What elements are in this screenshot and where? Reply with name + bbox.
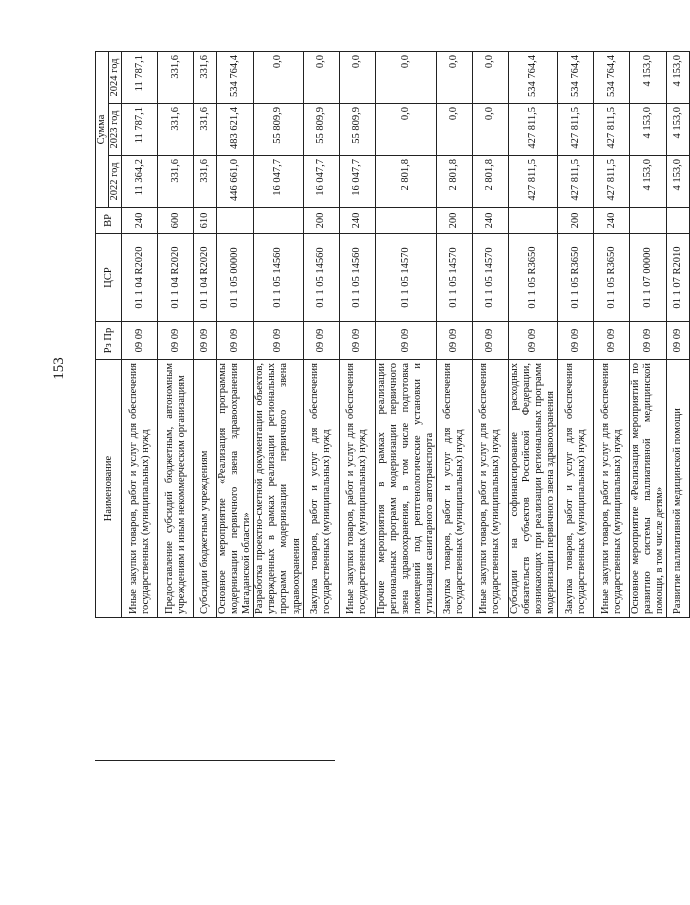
table-rotator	[95, 52, 684, 618]
row-rz-pr: 09 09	[667, 322, 690, 360]
row-csr: 01 1 04 R2020	[194, 234, 217, 322]
row-2022: 2 801,8	[436, 156, 472, 208]
row-2022: 446 661,0	[217, 156, 254, 208]
row-2022: 427 811,5	[594, 156, 630, 208]
row-2022: 2 801,8	[375, 156, 436, 208]
row-vr	[508, 208, 557, 234]
row-2024: 0,0	[472, 51, 508, 103]
row-csr: 01 1 05 14570	[436, 234, 472, 322]
table-row	[436, 51, 472, 617]
row-2023: 427 811,5	[508, 104, 557, 156]
budget-table	[95, 51, 690, 618]
row-2023: 4 153,0	[630, 104, 667, 156]
table-row	[303, 51, 339, 617]
row-2023: 0,0	[472, 104, 508, 156]
header-csr: ЦСР	[96, 234, 122, 322]
row-vr	[630, 208, 667, 234]
row-vr: 240	[122, 208, 158, 234]
row-2022: 16 047,7	[339, 156, 375, 208]
row-name: Иные закупки товаров, работ и услуг для обеспечения государственных (муниципальных) нужд	[122, 360, 158, 618]
row-2023: 427 811,5	[594, 104, 630, 156]
row-2022: 427 811,5	[508, 156, 557, 208]
row-name: Прочие мероприятия в рамках реализации региональных программ модернизации первичного звена здравоохранения, в том числе подготовка помещений под рентгенологические установки и утилизация санитарного автотранспорта	[375, 360, 436, 618]
row-rz-pr: 09 09	[472, 322, 508, 360]
header-rz-pr: Рз Пр	[96, 322, 122, 360]
row-csr: 01 1 05 14560	[254, 234, 303, 322]
row-name: Разработка проектно-сметной документации объектов, утвержденных в рамках реализации региональных программ модернизации первичного звена здравоохранения	[254, 360, 303, 618]
row-vr	[375, 208, 436, 234]
header-sum: Сумма	[96, 51, 109, 207]
row-2023: 331,6	[158, 104, 194, 156]
row-name: Основное мероприятие «Реализация программы модернизации первичного звена здравоохранения Магаданской области»	[217, 360, 254, 618]
table-row	[158, 51, 194, 617]
row-2022: 4 153,0	[630, 156, 667, 208]
row-rz-pr: 09 09	[217, 322, 254, 360]
row-2024: 4 153,0	[630, 51, 667, 103]
row-csr: 01 1 04 R2020	[122, 234, 158, 322]
row-rz-pr: 09 09	[558, 322, 594, 360]
row-rz-pr: 09 09	[630, 322, 667, 360]
row-name: Иные закупки товаров, работ и услуг для обеспечения государственных (муниципальных) нужд	[594, 360, 630, 618]
row-2023: 0,0	[436, 104, 472, 156]
row-2023: 331,6	[194, 104, 217, 156]
row-vr: 610	[194, 208, 217, 234]
row-2022: 427 811,5	[558, 156, 594, 208]
row-name: Развитие паллиативной медицинской помощи	[667, 360, 690, 618]
row-rz-pr: 09 09	[122, 322, 158, 360]
row-csr: 01 1 05 R3650	[594, 234, 630, 322]
row-2024: 0,0	[339, 51, 375, 103]
row-2024: 0,0	[254, 51, 303, 103]
table-row	[667, 51, 690, 617]
row-vr: 240	[339, 208, 375, 234]
table-row	[217, 51, 254, 617]
row-2023: 483 621,4	[217, 104, 254, 156]
row-2022: 4 153,0	[667, 156, 690, 208]
row-name: Предоставление субсидий бюджетным, автономным учреждениям и иным некоммерческим организациям	[158, 360, 194, 618]
row-2024: 534 764,4	[508, 51, 557, 103]
row-csr: 01 1 05 14560	[339, 234, 375, 322]
row-2024: 0,0	[303, 51, 339, 103]
row-2023: 427 811,5	[558, 104, 594, 156]
table-row	[558, 51, 594, 617]
row-rz-pr: 09 09	[254, 322, 303, 360]
row-vr	[254, 208, 303, 234]
row-name: Иные закупки товаров, работ и услуг для обеспечения государственных (муниципальных) нужд	[339, 360, 375, 618]
row-csr: 01 1 05 R3650	[558, 234, 594, 322]
table-row	[375, 51, 436, 617]
table-row	[472, 51, 508, 617]
row-2023: 11 787,1	[122, 104, 158, 156]
row-rz-pr: 09 09	[594, 322, 630, 360]
row-csr: 01 1 05 14570	[472, 234, 508, 322]
row-vr	[667, 208, 690, 234]
page-number: 153	[50, 357, 67, 380]
table-body	[122, 51, 690, 617]
header-2024: 2024 год	[109, 51, 122, 103]
row-rz-pr: 09 09	[303, 322, 339, 360]
row-2022: 2 801,8	[472, 156, 508, 208]
row-vr: 200	[436, 208, 472, 234]
row-name: Субсидии бюджетным учреждениям	[194, 360, 217, 618]
table-row	[339, 51, 375, 617]
row-rz-pr: 09 09	[436, 322, 472, 360]
row-rz-pr: 09 09	[508, 322, 557, 360]
row-csr: 01 1 05 14570	[375, 234, 436, 322]
row-2024: 0,0	[375, 51, 436, 103]
row-vr: 200	[303, 208, 339, 234]
table-row	[254, 51, 303, 617]
row-2024: 331,6	[194, 51, 217, 103]
row-csr: 01 1 05 14560	[303, 234, 339, 322]
row-2024: 0,0	[436, 51, 472, 103]
header-2023: 2023 год	[109, 104, 122, 156]
row-2022: 11 364,2	[122, 156, 158, 208]
row-rz-pr: 09 09	[375, 322, 436, 360]
table-row	[630, 51, 667, 617]
row-csr: 01 1 07 00000	[630, 234, 667, 322]
row-vr: 240	[472, 208, 508, 234]
row-2022: 16 047,7	[303, 156, 339, 208]
table-row	[122, 51, 158, 617]
row-csr: 01 1 04 R2020	[158, 234, 194, 322]
row-2023: 4 153,0	[667, 104, 690, 156]
row-vr: 200	[558, 208, 594, 234]
row-2024: 534 764,4	[558, 51, 594, 103]
table-row	[508, 51, 557, 617]
row-vr: 240	[594, 208, 630, 234]
table-row	[194, 51, 217, 617]
row-2023: 55 809,9	[303, 104, 339, 156]
row-csr: 01 1 05 R3650	[508, 234, 557, 322]
row-2024: 534 764,4	[594, 51, 630, 103]
row-name: Закупка товаров, работ и услуг для обеспечения государственных (муниципальных) нужд	[303, 360, 339, 618]
row-csr: 01 1 05 00000	[217, 234, 254, 322]
row-2023: 55 809,9	[339, 104, 375, 156]
row-csr: 01 1 07 R2010	[667, 234, 690, 322]
row-2023: 55 809,9	[254, 104, 303, 156]
row-vr: 600	[158, 208, 194, 234]
row-rz-pr: 09 09	[158, 322, 194, 360]
row-rz-pr: 09 09	[339, 322, 375, 360]
row-2024: 11 787,1	[122, 51, 158, 103]
row-2024: 331,6	[158, 51, 194, 103]
header-name: Наименование	[96, 360, 122, 618]
row-2022: 331,6	[194, 156, 217, 208]
row-2022: 331,6	[158, 156, 194, 208]
row-2022: 16 047,7	[254, 156, 303, 208]
row-2023: 0,0	[375, 104, 436, 156]
row-name: Закупка товаров, работ и услуг для обеспечения государственных (муниципальных) нужд	[436, 360, 472, 618]
header-vr: ВР	[96, 208, 122, 234]
row-vr	[217, 208, 254, 234]
row-name: Иные закупки товаров, работ и услуг для обеспечения государственных (муниципальных) нужд	[472, 360, 508, 618]
row-2024: 534 764,4	[217, 51, 254, 103]
row-name: Субсидии на софинансирование расходных обязательств субъектов Российской Федерации, возникающих при реализации региональных программ модернизации первичного звена здравоохранения	[508, 360, 557, 618]
row-name: Основное мероприятие «Реализация мероприятий по развитию системы паллиативной медицинской помощи, в том числе детям»	[630, 360, 667, 618]
footer-rule	[95, 760, 335, 761]
row-2024: 4 153,0	[667, 51, 690, 103]
row-name: Закупка товаров, работ и услуг для обеспечения государственных (муниципальных) нужд	[558, 360, 594, 618]
header-2022: 2022 год	[109, 156, 122, 208]
row-rz-pr: 09 09	[194, 322, 217, 360]
table-row	[594, 51, 630, 617]
